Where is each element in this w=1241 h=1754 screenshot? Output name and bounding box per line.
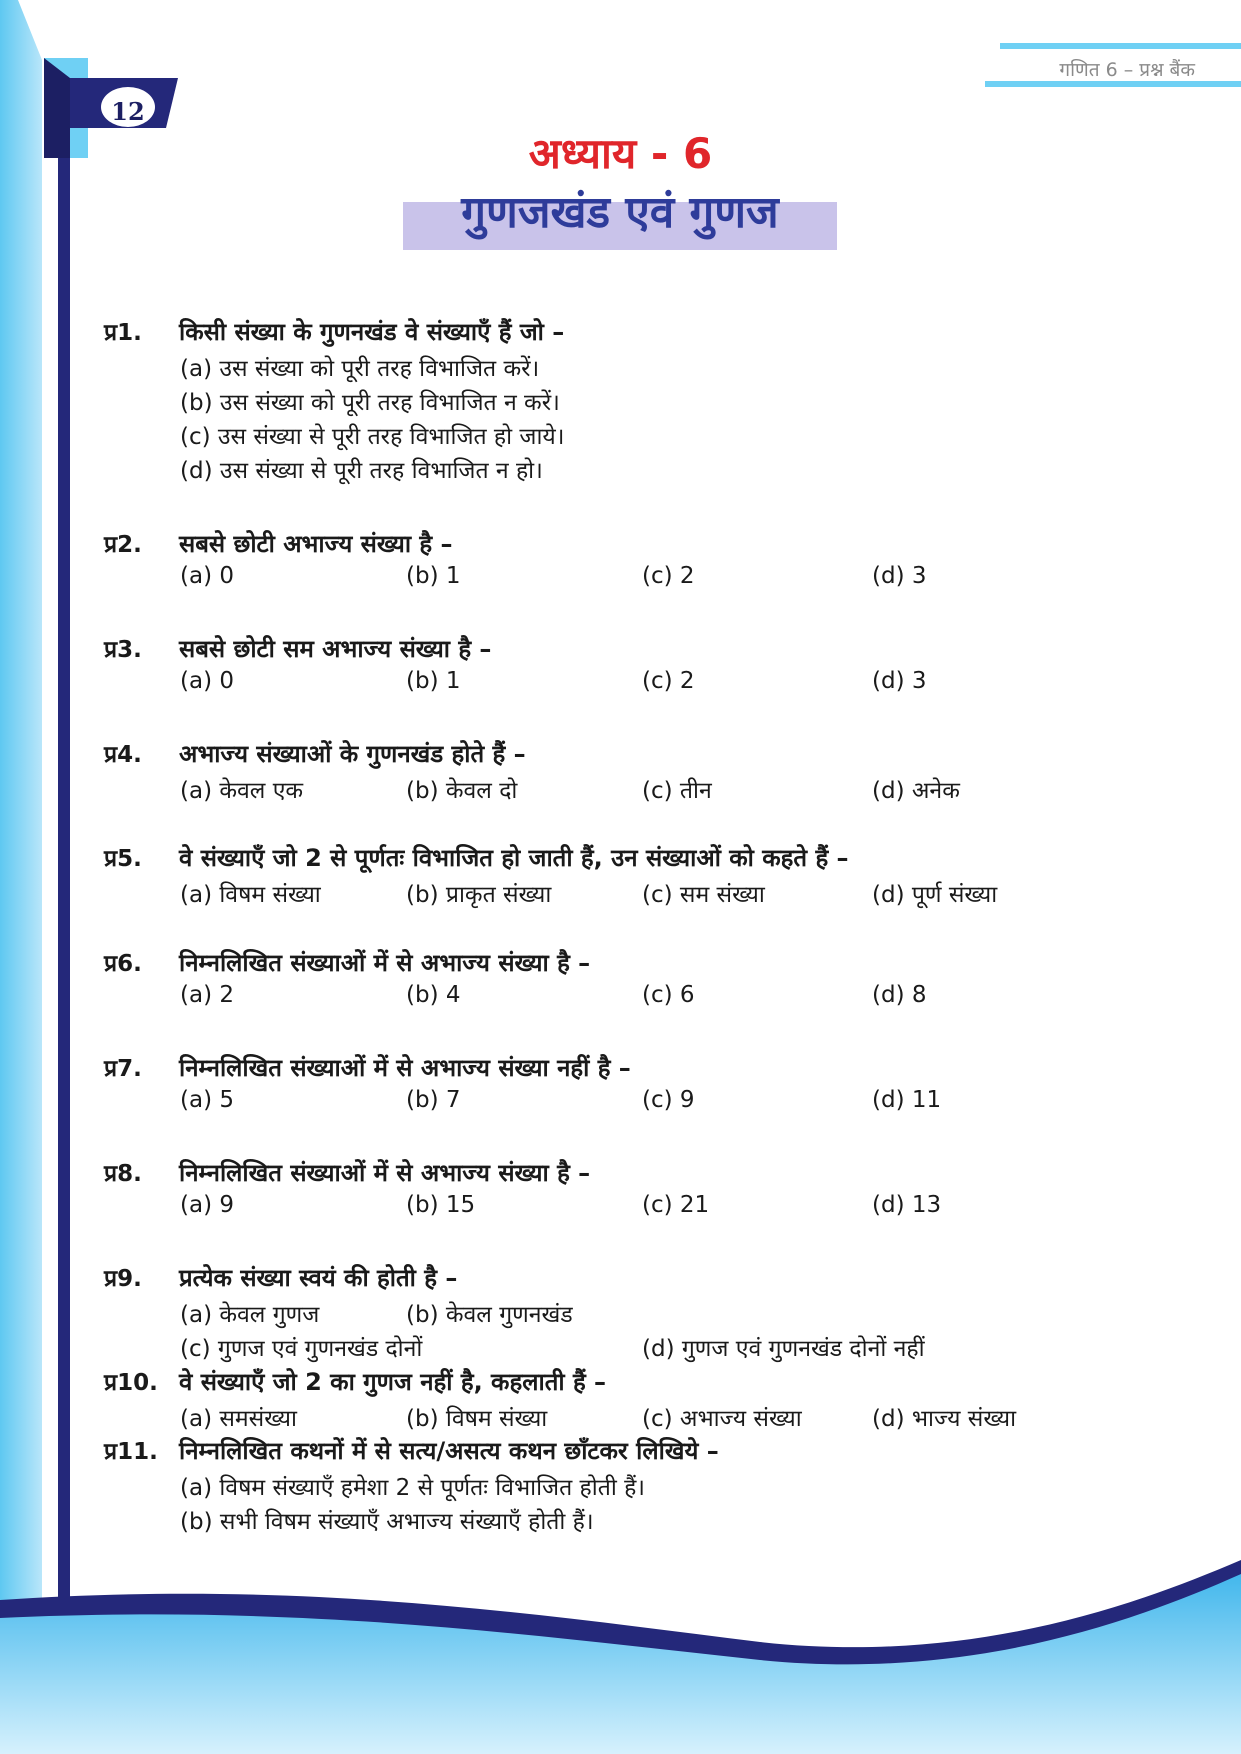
option-d: (d) अनेक — [872, 778, 960, 804]
question-number: प्र9. — [104, 1266, 142, 1292]
option-b: (b) प्राकृत संख्या — [406, 882, 552, 908]
option-b: (b) 15 — [406, 1192, 476, 1218]
option-b: (b) 1 — [406, 563, 461, 589]
question-text: सबसे छोटी अभाज्य संख्या है – — [179, 530, 453, 558]
option-c: (c) 21 — [642, 1192, 710, 1218]
option-d: (d) गुणज एवं गुणनखंड दोनों नहीं — [642, 1336, 925, 1362]
option-c: (c) उस संख्या से पूरी तरह विभाजित हो जाये। — [180, 424, 565, 450]
question-text: निम्नलिखित संख्याओं में से अभाज्य संख्या है – — [179, 949, 591, 977]
option-b: (b) 4 — [406, 982, 461, 1008]
option-c: (c) 2 — [642, 563, 695, 589]
option-a: (a) 9 — [180, 1192, 234, 1218]
option-c: (c) 6 — [642, 982, 695, 1008]
question-text: निम्नलिखित संख्याओं में से अभाज्य संख्या नहीं है – — [179, 1054, 631, 1082]
question-number: प्र6. — [104, 951, 142, 977]
left-band — [0, 0, 42, 1754]
option-b: (b) विषम संख्या — [406, 1406, 548, 1432]
option-a: (a) केवल एक — [180, 778, 304, 804]
option-c: (c) अभाज्य संख्या — [642, 1406, 802, 1432]
option-c: (c) 2 — [642, 668, 695, 694]
option-d: (d) उस संख्या से पूरी तरह विभाजित न हो। — [180, 458, 543, 484]
option-a: (a) 0 — [180, 668, 234, 694]
option-b: (b) 7 — [406, 1087, 461, 1113]
question-text: अभाज्य संख्याओं के गुणनखंड होते हैं – — [179, 740, 526, 768]
option-d: (d) 3 — [872, 668, 927, 694]
chapter-title: गुणजखंड एवं गुणज — [461, 187, 779, 238]
question-number: प्र8. — [104, 1161, 142, 1187]
chapter-label: अध्याय - 6 — [528, 129, 713, 178]
question-number: प्र3. — [104, 637, 142, 663]
page-number: 12 — [111, 97, 145, 126]
option-b: (b) केवल गुणनखंड — [406, 1302, 573, 1328]
question-text: वे संख्याएँ जो 2 का गुणज नहीं है, कहलाती हैं – — [179, 1368, 607, 1396]
option-a: (a) केवल गुणज — [180, 1302, 320, 1328]
option-a: (a) समसंख्या — [180, 1406, 297, 1432]
question-number: प्र2. — [104, 532, 142, 558]
navy-vertical-bar — [58, 88, 70, 1648]
question-text: सबसे छोटी सम अभाज्य संख्या है – — [179, 635, 492, 663]
option-b: (b) उस संख्या को पूरी तरह विभाजित न करें। — [180, 390, 560, 416]
question-number: प्र5. — [104, 846, 142, 872]
question-text: वे संख्याएँ जो 2 से पूर्णतः विभाजित हो जाती हैं, उन संख्याओं को कहते हैं – — [179, 844, 849, 872]
option-a: (a) विषम संख्या — [180, 882, 321, 908]
book-header-label: गणित 6 – प्रश्न बैंक — [1059, 59, 1195, 81]
option-b: (b) केवल दो — [406, 778, 518, 804]
question-text: निम्नलिखित कथनों में से सत्य/असत्य कथन छाँटकर लिखिये – — [179, 1437, 719, 1465]
option-a: (a) 0 — [180, 563, 234, 589]
chapter-title-box — [403, 184, 837, 250]
question-number: प्र4. — [104, 742, 142, 768]
option-d: (d) 13 — [872, 1192, 942, 1218]
option-c: (c) सम संख्या — [642, 882, 765, 908]
option-a: (a) 2 — [180, 982, 234, 1008]
option-c: (c) 9 — [642, 1087, 695, 1113]
option-c: (c) तीन — [642, 778, 712, 804]
option-c: (c) गुणज एवं गुणनखंड दोनों — [180, 1336, 423, 1362]
question-text: प्रत्येक संख्या स्वयं की होती है – — [179, 1264, 458, 1292]
question-text: निम्नलिखित संख्याओं में से अभाज्य संख्या है – — [179, 1159, 591, 1187]
option-d: (d) 3 — [872, 563, 927, 589]
option-a: (a) 5 — [180, 1087, 234, 1113]
option-b: (b) सभी विषम संख्याएँ अभाज्य संख्याएँ होती हैं। — [180, 1509, 594, 1535]
question-number: प्र11. — [104, 1439, 158, 1465]
option-d: (d) 8 — [872, 982, 927, 1008]
question-number: प्र1. — [104, 320, 142, 346]
question-text: किसी संख्या के गुणनखंड वे संख्याएँ हैं जो – — [179, 318, 565, 346]
option-b: (b) 1 — [406, 668, 461, 694]
option-a: (a) विषम संख्याएँ हमेशा 2 से पूर्णतः विभाजित होती हैं। — [180, 1475, 646, 1501]
option-d: (d) पूर्ण संख्या — [872, 882, 998, 908]
question-number: प्र7. — [104, 1056, 142, 1082]
question-number: प्र10. — [104, 1370, 158, 1396]
option-d: (d) भाज्य संख्या — [872, 1406, 1017, 1432]
option-a: (a) उस संख्या को पूरी तरह विभाजित करें। — [180, 356, 540, 382]
option-d: (d) 11 — [872, 1087, 942, 1113]
